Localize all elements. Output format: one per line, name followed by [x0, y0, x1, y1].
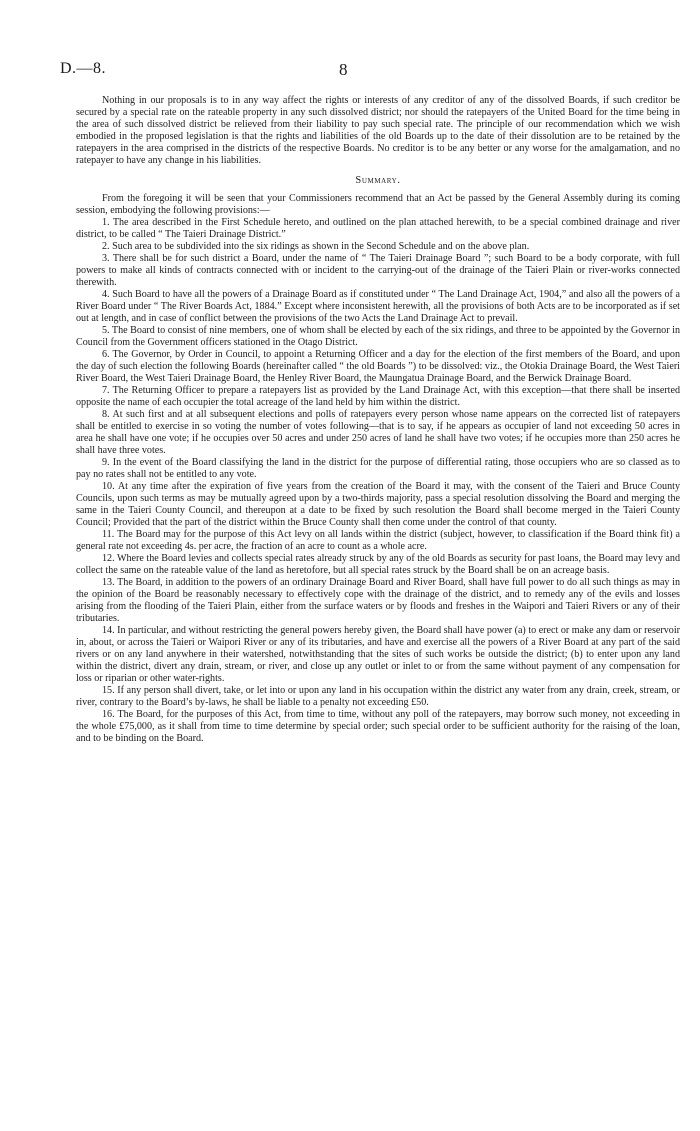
provision-2: 2. Such area to be subdivided into the six ridings as shown in the Second Schedule and on the above plan.: [102, 241, 530, 252]
provision-7: 7. The Returning Officer to prepare a ratepayers list as provided by the Land Drainage Act, with this exception—that there shall be inserted opposite the name of each occupier the total acreage of the land held by him within the district.: [76, 385, 680, 408]
provision-12: 12. Where the Board levies and collects special rates already struck by any of the old Boards as security for past loans, the Board may levy and collect the same on the rateable value of the land as heretofore, but all special rates struck by the Board shall be on an acreage basis.: [76, 553, 680, 576]
provision-13: 13. The Board, in addition to the powers of an ordinary Drainage Board and River Board, shall have full power to do all such things as may in the opinion of the Board be reasonably necessary to effectively cope with the drainage of the district, and to remedy any of the evils and losses arising from the flooding of the Taieri Plain, either from the surface waters or by floods and freshes in the Waipori and Taieri Rivers or any of their tributaries.: [76, 577, 680, 624]
page-number: 8: [339, 60, 348, 79]
provision-6: 6. The Governor, by Order in Council, to appoint a Returning Officer and a day for the election of the first members of the Board, and upon the day of such election the following Boards (hereinafter called “ the old Boards ”) to be dissolved: viz., the Otokia Drainage Board, the West Taieri River Board, the West Taieri Drainage Board, the Henley River Board, the Maungatua Drainage Board, and the Berwick Drainage Board.: [76, 349, 680, 384]
provision-16: 16. The Board, for the purposes of this Act, from time to time, without any poll of the ratepayers, may borrow such money, not exceeding in the whole £75,000, as it shall from time to time determine by special order; such special order to be sufficient authority for the raising of the loan, and to be binding on the Board.: [76, 709, 680, 744]
provision-8: 8. At such first and at all subsequent elections and polls of ratepayers every person whose name appears on the corrected list of ratepayers shall be entitled to exercise in so voting the number of votes following—that is to say, if he appears as occupier of land not exceeding 50 acres in area he shall have one vote; if he occupies over 50 acres and under 250 acres of land he shall have two votes; if he occupies more than 250 acres he shall have three votes.: [76, 409, 680, 456]
provision-9: 9. In the event of the Board classifying the land in the district for the purpose of differential rating, those occupiers who are so classed as to pay no rates shall not be entitled to any vote.: [76, 457, 680, 480]
provision-14: 14. In particular, and without restricting the general powers hereby given, the Board shall have power (a) to erect or make any dam or reservoir in, about, or across the Taieri or Waipori River or any of its tributaries, and have and exercise all the powers of a River Board at any part of the said rivers or on any land anywhere in their watershed, notwithstanding that the sites of such works be outside the district; (b) to enter upon any land within the district, divert any drain, stream, or river, and close up any outlet or inlet to or from the same without payment of any compensation for loss or riparian or other water-rights.: [76, 625, 680, 684]
summary-intro: From the foregoing it will be seen that your Commissioners recommend that an Act be passed by the General Assembly during its coming session, embodying the following provisions:—: [76, 193, 680, 216]
provision-1: 1. The area described in the First Schedule hereto, and outlined on the plan attached herewith, to be a special combined drainage and river district, to be called “ The Taieri Drainage District.”: [76, 217, 680, 240]
document-reference: D.—8.: [60, 60, 107, 77]
provision-3: 3. There shall be for such district a Board, under the name of “ The Taieri Drainage Board ”; such Board to be a body corporate, with full powers to make all kinds of contracts connected with or incident to the carrying-out of the drainage of the Taieri Plain or river-works connected therewith.: [76, 253, 680, 288]
summary-heading: Summary.: [355, 175, 401, 186]
intro-paragraph: Nothing in our proposals is to in any way affect the rights or interests of any creditor of any of the dissolved Boards, if such creditor be secured by a special rate on the rateable property in any such dissolved district; nor should the ratepayers of the United Board for the time being in the area of such dissolved district be relieved from their liability to pay such special rate. The principle of our recommendation which we wish embodied in the proposed legislation is that the rights and liabilities of the old Boards up to the date of their dissolution are to be retained by the ratepayers in the area comprised in the districts of the respective Boards. No creditor is to be any better or any worse for the amalgamation, and no ratepayer to have any change in his liabilities.: [76, 95, 680, 166]
provision-11: 11. The Board may for the purpose of this Act levy on all lands within the district (subject, however, to classification if the Board think fit) a general rate not exceeding 4s. per acre, the fraction of an acre to count as a whole acre.: [76, 529, 680, 552]
body-text: [76, 95, 680, 745]
provision-10: 10. At any time after the expiration of five years from the creation of the Board it may, with the consent of the Taieri and Bruce County Councils, upon such terms as may be mutually agreed upon by a two-thirds majority, pass a special resolution dissolving the Board and merging the same in the Taieri County Council, and thereupon at a date to be fixed by such resolution the Board shall become merged in the Taieri County Council; Provided that the part of the district within the Bruce County shall then come under the control of that county.: [76, 481, 680, 528]
provision-4: 4. Such Board to have all the powers of a Drainage Board as if constituted under “ The Land Drainage Act, 1904,” and also all the powers of a River Board under “ The River Boards Act, 1884.” Except where inconsistent herewith, all the provisions of both Acts are to be incorporated as if set out at length, and in case of conflict between the provisions of the two Acts the Land Drainage Act to prevail.: [76, 289, 680, 324]
provision-15: 15. If any person shall divert, take, or let into or upon any land in his occupation within the district any water from any drain, creek, stream, or river, contrary to the Board’s by-laws, he shall be liable to a penalty not exceeding £50.: [76, 685, 680, 708]
provision-5: 5. The Board to consist of nine members, one of whom shall be elected by each of the six ridings, and three to be appointed by the Governor in Council from the Government officers stationed in the Otago District.: [76, 325, 680, 348]
